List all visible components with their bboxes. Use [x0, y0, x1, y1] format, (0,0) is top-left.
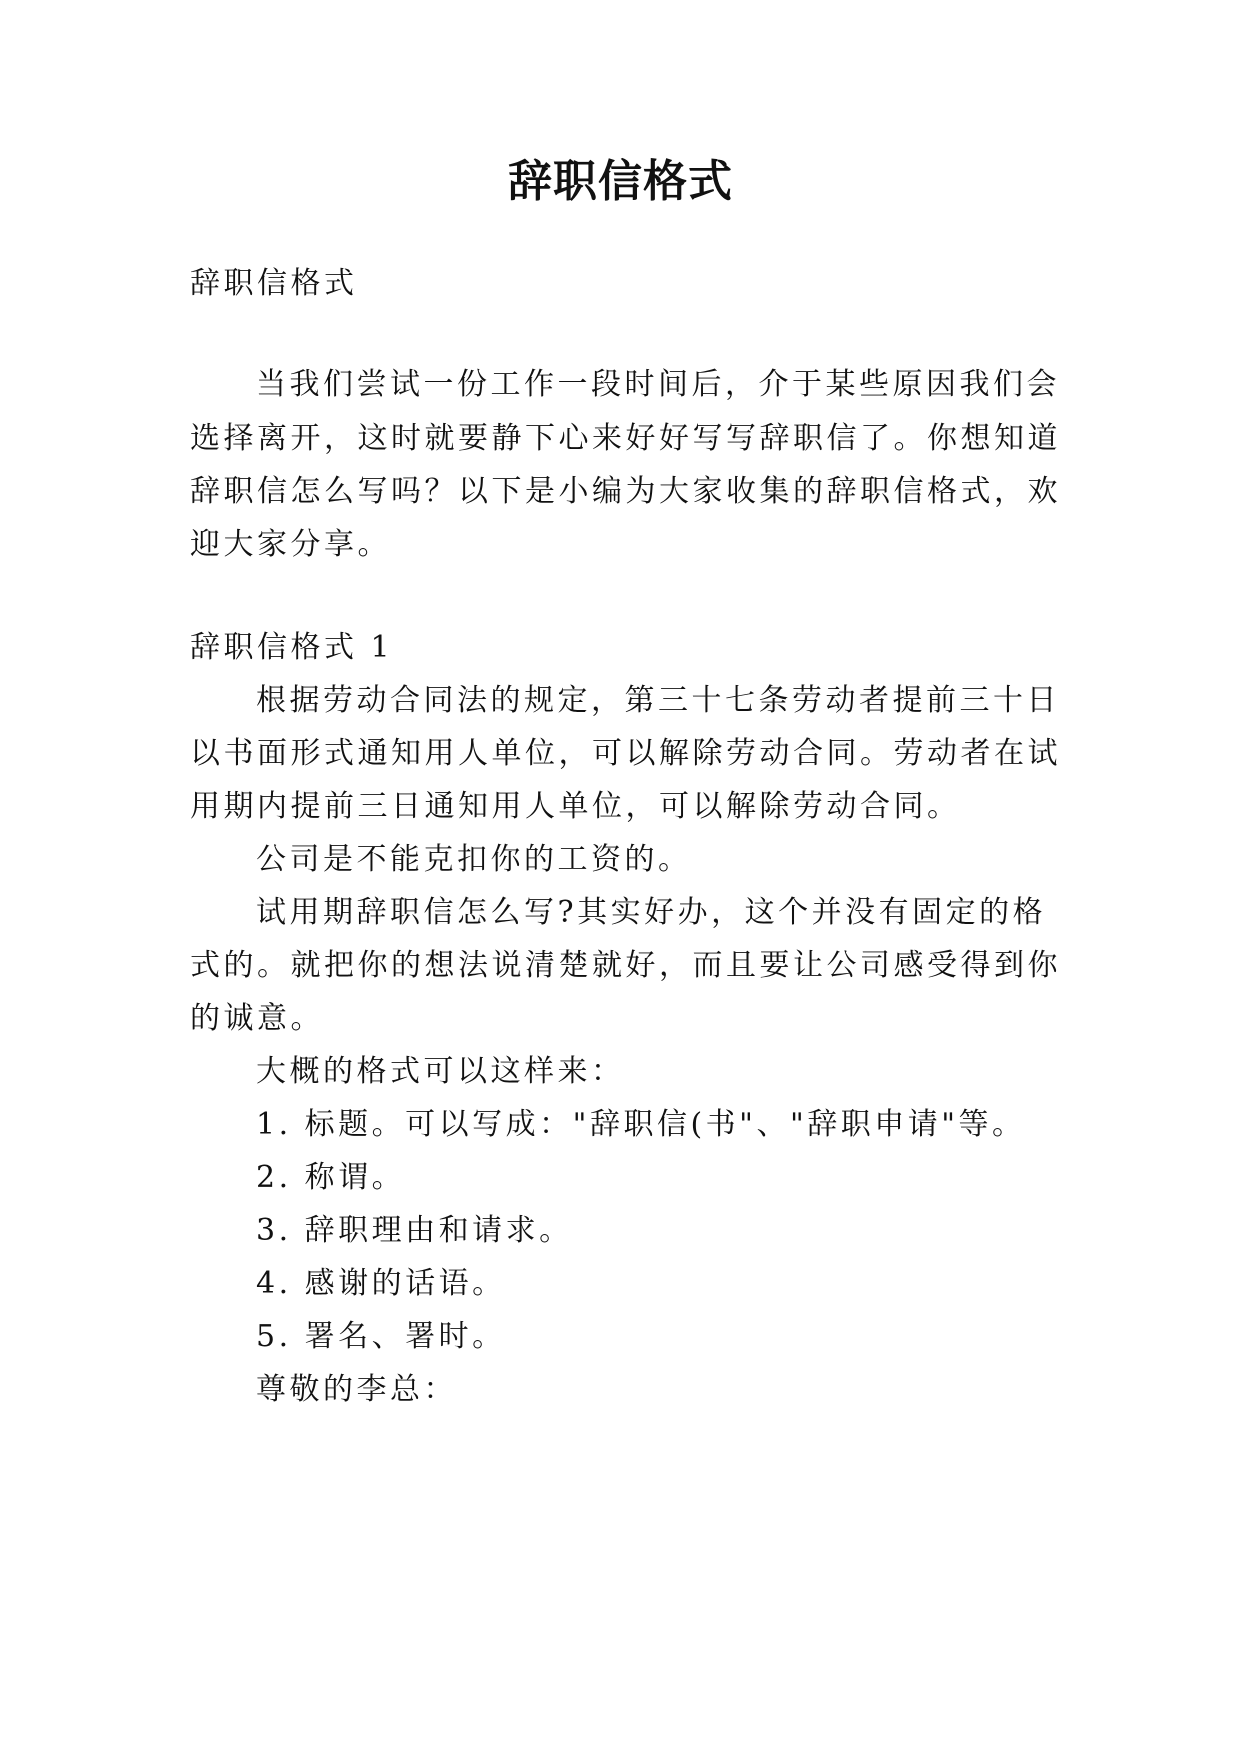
probation-line: 试用期辞职信怎么写?其实好办，这个并没有固定的格	[256, 895, 1047, 930]
intro-line: 辞职信怎么写吗？以下是小编为大家收集的辞职信格式，欢	[190, 474, 1061, 509]
document-title: 辞职信格式	[508, 156, 733, 207]
format-list-item: 5. 署名、署时。	[256, 1319, 506, 1354]
intro-line: 选择离开，这时就要静下心来好好写写辞职信了。你想知道	[190, 421, 1061, 456]
format-intro: 大概的格式可以这样来：	[256, 1054, 625, 1089]
law-line: 用期内提前三日通知用人单位，可以解除劳动合同。	[190, 789, 961, 824]
law-line: 以书面形式通知用人单位，可以解除劳动合同。劳动者在试	[190, 736, 1061, 771]
format-list-item: 3. 辞职理由和请求。	[256, 1213, 573, 1248]
format-list-item: 2. 称谓。	[256, 1160, 406, 1195]
intro-line: 当我们尝试一份工作一段时间后，介于某些原因我们会	[256, 367, 1060, 402]
wage-line: 公司是不能克扣你的工资的。	[256, 842, 692, 877]
section-heading: 辞职信格式 1	[190, 630, 394, 665]
format-list-item: 4. 感谢的话语。	[256, 1266, 506, 1301]
intro-line: 迎大家分享。	[190, 527, 391, 562]
format-list-item: 1. 标题。可以写成："辞职信(书"、"辞职申请"等。	[256, 1107, 1026, 1142]
document-subtitle: 辞职信格式	[190, 266, 358, 301]
probation-line: 的诚意。	[190, 1001, 324, 1036]
probation-line: 式的。就把你的想法说清楚就好，而且要让公司感受得到你	[190, 948, 1061, 983]
law-line: 根据劳动合同法的规定，第三十七条劳动者提前三十日	[256, 683, 1060, 718]
salutation: 尊敬的李总：	[256, 1372, 457, 1407]
